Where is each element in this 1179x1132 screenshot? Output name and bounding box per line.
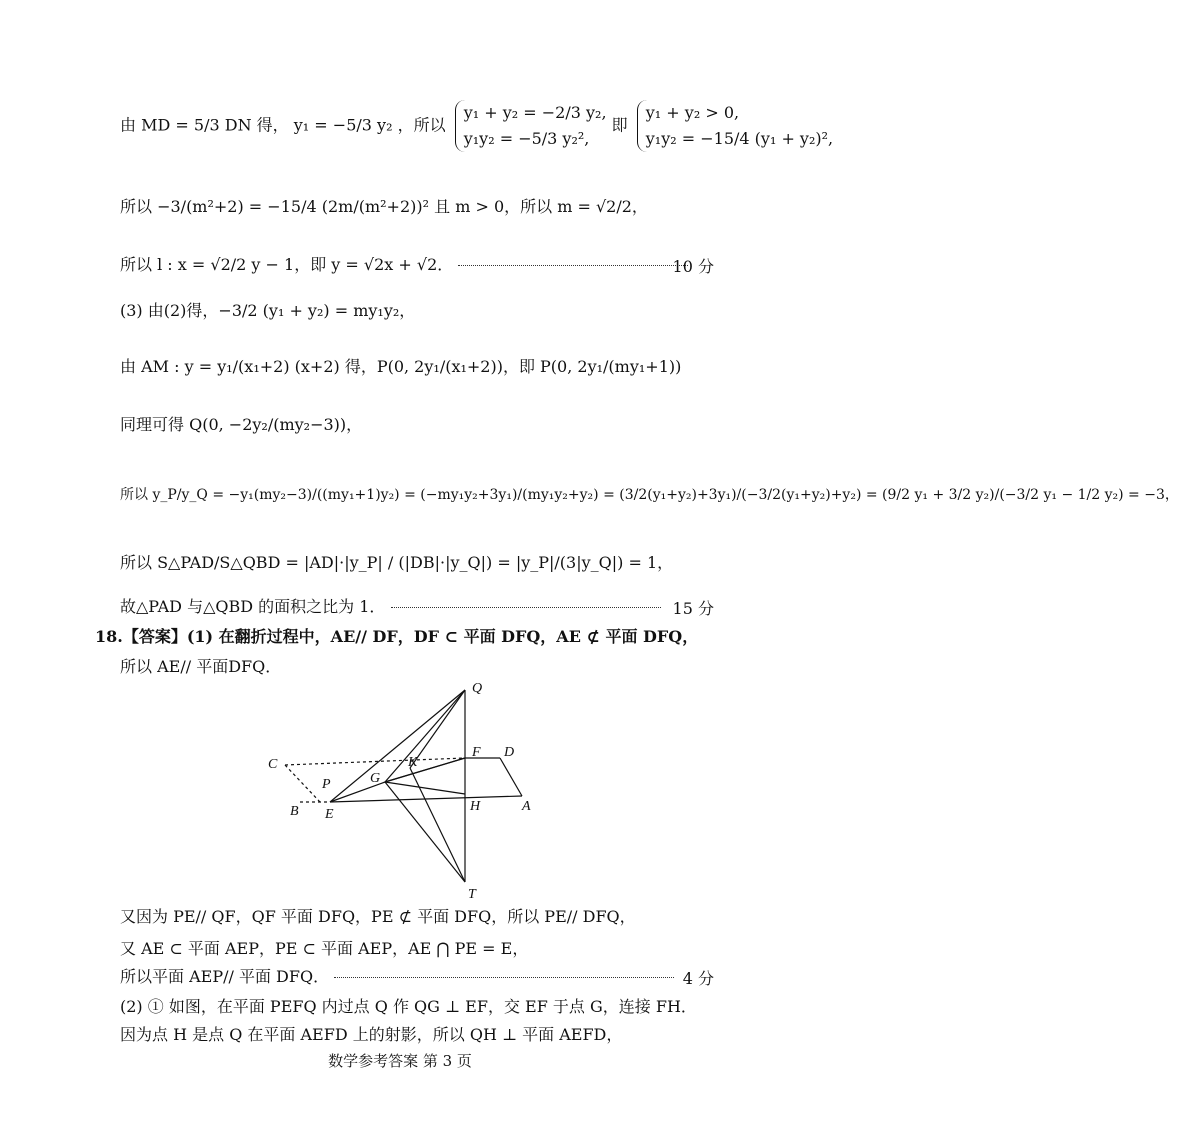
edge-gh: [385, 782, 465, 794]
label-k: K: [408, 755, 418, 770]
text-you: 由: [120, 115, 137, 135]
system-2: [637, 100, 833, 152]
text-conclusion: 故△PAD 与△QBD 的面积之比为 1．: [120, 597, 386, 616]
q18-heading: 18.【答案】(1) 在翻折过程中，AE// DF，DF ⊂ 平面 DFQ，AE ⊄ 平面 DFQ，: [95, 627, 699, 646]
line-conclusion: [120, 596, 661, 618]
eq-line-l: 所以 l : x = √2/2 y − 1，即 y = √2x + √2．: [120, 255, 454, 274]
page-footer: 数学参考答案 第 3 页: [328, 1052, 472, 1070]
label-d: D: [504, 745, 515, 760]
geometry-figure: [260, 670, 560, 905]
label-h: H: [470, 799, 481, 814]
dotted-leader: [391, 607, 661, 608]
line-am-p: 由 AM : y = y₁/(x₁+2) (x+2) 得，P(0, 2y₁/(x₁+2))，即 P(0, 2y₁/(my₁+1)): [120, 357, 682, 376]
q18-line-4: 又 AE ⊂ 平面 AEP，PE ⊂ 平面 AEP，AE ⋂ PE = E，: [120, 939, 529, 958]
label-t: T: [468, 887, 476, 902]
q18-line-7: 因为点 H 是点 Q 在平面 AEFD 上的射影，所以 QH ⊥ 平面 AEFD，: [120, 1025, 623, 1044]
text-conclusion-parallel: 所以平面 AEP// 平面 DFQ．: [120, 967, 330, 986]
label-f: F: [472, 745, 481, 760]
label-c: C: [268, 757, 278, 772]
q18-line-5: [120, 966, 674, 988]
system-2-eq-a: y₁ + y₂ > 0,: [645, 103, 740, 122]
text-ji: 即: [611, 115, 628, 135]
edge-cb-dashed: [285, 765, 320, 802]
line-m-value: 所以 −3/(m²+2) = −15/4 (2m/(m²+2))² 且 m > 0，所以 m = √2/2，: [120, 197, 648, 216]
line-l-equation: [120, 254, 688, 276]
q18-line-2: 所以 AE// 平面DFQ．: [120, 657, 282, 676]
eq-y1: y₁ = −5/3 y₂: [293, 115, 393, 135]
system-1-eq-b: y₁y₂ = −5/3 y₂²,: [463, 129, 590, 148]
edge-fg: [385, 758, 465, 782]
line-md-dn: [120, 100, 833, 152]
line-part3: (3) 由(2)得，−3/2 (y₁ + y₂) = my₁y₂，: [120, 301, 416, 320]
system-1: [455, 100, 607, 152]
score-4: 4 分: [682, 969, 714, 988]
text-suoyi: ，所以: [397, 115, 446, 135]
label-g: G: [370, 771, 381, 786]
system-1-eq-a: y₁ + y₂ = −2/3 y₂,: [463, 103, 607, 122]
q18-line-3: 又因为 PE// QF，QF 平面 DFQ，PE ⊄ 平面 DFQ，所以 PE// DFQ，: [120, 907, 636, 926]
label-q: Q: [472, 681, 483, 696]
label-p: P: [322, 777, 331, 792]
label-b: B: [290, 804, 299, 819]
system-2-eq-b: y₁y₂ = −15/4 (y₁ + y₂)²,: [645, 129, 834, 148]
score-15: 15 分: [672, 599, 714, 618]
text-de: 得，: [256, 115, 289, 135]
edge-da: [500, 758, 522, 796]
dotted-leader: [334, 977, 674, 978]
score-10: 10 分: [672, 257, 714, 276]
label-a: A: [522, 799, 531, 814]
dotted-leader: [458, 265, 688, 266]
edge-gt: [385, 782, 465, 882]
line-area-ratio: 所以 S△PAD/S△QBD = |AD|·|y_P| / (|DB|·|y_Q|) = |y_P|/(3|y_Q|) = 1，: [120, 553, 674, 572]
line-ratio-yp-yq: 所以 y_P/y_Q = −y₁(my₂−3)/((my₁+1)y₂) = (−my₁y₂+3y₁)/(my₁y₂+y₂) = (3/2(y₁+y₂)+3y₁)/(−3/2(y₁+y₂)+y₂) = (9/2 y₁ + 3/2 y₂)/(−3/2 y₁ − 1/2 y₂) = −3，: [120, 487, 1179, 503]
edge-qe: [330, 690, 465, 802]
label-e: E: [325, 807, 334, 822]
q18-line-6: (2) ① 如图，在平面 PEFQ 内过点 Q 作 QG ⊥ EF，交 EF 于点 G，连接 FH．: [120, 997, 697, 1016]
edge-kt: [410, 768, 465, 882]
line-q-point: 同理可得 Q(0, −2y₂/(my₂−3))，: [120, 415, 363, 434]
edge-qg: [385, 690, 465, 782]
eq-md-dn: MD = 5/3 DN: [141, 115, 252, 135]
